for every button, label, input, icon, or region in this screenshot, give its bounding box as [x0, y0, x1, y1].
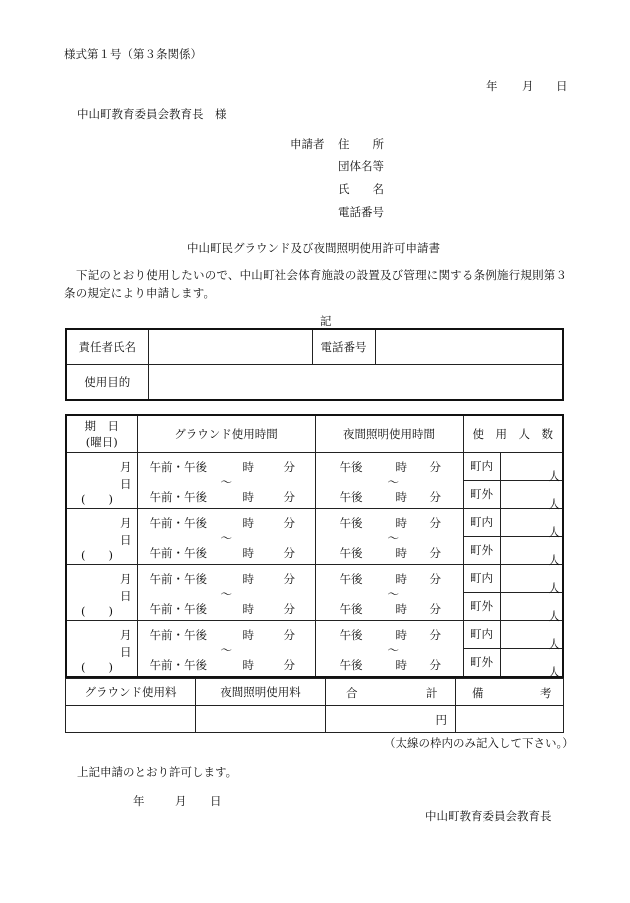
night-fee-field[interactable]	[196, 706, 326, 733]
start-hour: 時	[395, 571, 407, 586]
intro-paragraph: 下記のとおり使用したいので、中山町社会体育施設の設置及び管理に関する条例施行規則第３条の規定により申請します。	[64, 268, 568, 300]
total-field[interactable]	[326, 706, 456, 733]
remarks-label	[456, 679, 564, 706]
person-unit: 人	[548, 468, 560, 483]
person-unit: 人	[548, 664, 560, 679]
responsible-phone-label: 電話番号	[312, 329, 375, 365]
tilde: 〜	[387, 642, 399, 657]
end-minute: 分	[283, 545, 295, 560]
start-ampm: 午前・午後	[149, 459, 207, 474]
issuer: 中山町教育委員会教育長	[425, 809, 552, 823]
approval-day: 日	[210, 794, 222, 808]
night-time-cell[interactable]	[315, 508, 463, 564]
tilde: 〜	[387, 530, 399, 545]
ki-label: 記	[320, 314, 332, 328]
date-header-line2: (曜日)	[85, 434, 118, 449]
out-town-label: 町外	[463, 592, 500, 620]
start-minute: 分	[429, 571, 441, 586]
tilde: 〜	[220, 586, 232, 601]
person-unit: 人	[548, 552, 560, 567]
start-hour: 時	[395, 627, 407, 642]
end-hour: 時	[395, 657, 407, 672]
purpose-field[interactable]	[148, 365, 563, 401]
start-pm: 午後	[339, 571, 363, 586]
usage-date-cell[interactable]	[66, 452, 137, 508]
in-town-count[interactable]	[500, 508, 563, 539]
out-town-label: 町外	[463, 480, 500, 508]
day-label: 日	[120, 588, 132, 603]
tilde: 〜	[387, 586, 399, 601]
start-pm: 午後	[339, 459, 363, 474]
date-day: 日	[556, 79, 568, 93]
total-label	[326, 679, 456, 706]
end-hour: 時	[242, 545, 254, 560]
start-hour: 時	[242, 627, 254, 642]
day-label: 日	[120, 532, 132, 547]
end-hour: 時	[242, 657, 254, 672]
night-time-cell[interactable]	[315, 452, 463, 508]
ground-fee-field[interactable]	[66, 706, 196, 733]
end-ampm: 午前・午後	[149, 545, 207, 560]
end-minute: 分	[429, 601, 441, 616]
fill-note: （太線の枠内のみ記入して下さい。）	[384, 736, 574, 750]
weekday-label: ( )	[81, 659, 113, 674]
usage-date-cell[interactable]	[66, 508, 137, 564]
start-ampm: 午前・午後	[149, 627, 207, 642]
tilde: 〜	[387, 474, 399, 489]
weekday-label: ( )	[81, 603, 113, 618]
person-unit: 人	[548, 580, 560, 595]
night-time-cell[interactable]	[315, 620, 463, 677]
end-ampm: 午前・午後	[149, 489, 207, 504]
day-label: 日	[120, 644, 132, 659]
person-unit: 人	[548, 608, 560, 623]
end-hour: 時	[242, 489, 254, 504]
start-ampm: 午前・午後	[149, 571, 207, 586]
end-minute: 分	[429, 657, 441, 672]
night-fee-label: 夜間照明使用料	[196, 679, 326, 706]
start-ampm: 午前・午後	[149, 515, 207, 530]
weekday-label: ( )	[81, 547, 113, 562]
yen-unit: 円	[435, 713, 447, 727]
out-town-label: 町外	[463, 648, 500, 677]
in-town-count[interactable]	[500, 452, 563, 483]
end-hour: 時	[395, 601, 407, 616]
night-time-header: 夜間照明使用時間	[315, 415, 463, 452]
end-minute: 分	[283, 657, 295, 672]
end-hour: 時	[395, 545, 407, 560]
end-pm: 午後	[339, 657, 363, 672]
month-label: 月	[120, 459, 132, 474]
people-header: 使 用 人 数	[463, 415, 563, 452]
start-pm: 午後	[339, 515, 363, 530]
form-id: 様式第１号（第３条関係）	[64, 47, 202, 61]
weekday-label: ( )	[81, 491, 113, 506]
night-time-cell[interactable]	[315, 564, 463, 620]
month-label: 月	[120, 571, 132, 586]
person-unit: 人	[548, 636, 560, 651]
start-hour: 時	[242, 515, 254, 530]
end-ampm: 午前・午後	[149, 601, 207, 616]
approval-text: 上記申請のとおり許可します。	[77, 765, 238, 779]
purpose-label: 使用目的	[66, 365, 148, 401]
approval-year: 年	[133, 794, 145, 808]
ground-time-cell[interactable]	[137, 564, 315, 620]
responsible-name-field[interactable]	[148, 329, 312, 365]
in-town-count[interactable]	[500, 620, 563, 651]
end-minute: 分	[283, 601, 295, 616]
person-unit: 人	[548, 496, 560, 511]
date-year: 年	[486, 79, 498, 93]
date-month: 月	[522, 79, 534, 93]
applicant-name-label: 氏 名	[338, 182, 384, 196]
fee-table	[65, 678, 564, 733]
responsible-name-label: 責任者氏名	[66, 329, 148, 365]
usage-table	[65, 414, 564, 678]
start-minute: 分	[429, 459, 441, 474]
remarks-field[interactable]	[456, 706, 564, 733]
end-ampm: 午前・午後	[149, 657, 207, 672]
out-town-label: 町外	[463, 536, 500, 564]
start-minute: 分	[283, 627, 295, 642]
start-minute: 分	[283, 515, 295, 530]
usage-date-cell[interactable]	[66, 620, 137, 677]
out-town-count[interactable]	[500, 648, 563, 677]
end-hour: 時	[395, 489, 407, 504]
applicant-phone-label: 電話番号	[338, 205, 384, 219]
ground-time-cell[interactable]	[137, 620, 315, 677]
in-town-label: 町内	[463, 452, 500, 480]
start-minute: 分	[429, 627, 441, 642]
responsible-table	[65, 328, 564, 401]
in-town-count[interactable]	[500, 564, 563, 595]
in-town-label: 町内	[463, 508, 500, 536]
end-pm: 午後	[339, 601, 363, 616]
start-hour: 時	[242, 571, 254, 586]
tilde: 〜	[220, 530, 232, 545]
applicant-address-label: 住 所	[338, 137, 384, 151]
start-hour: 時	[242, 459, 254, 474]
end-minute: 分	[283, 489, 295, 504]
tilde: 〜	[220, 474, 232, 489]
total-label-left: 合	[346, 686, 358, 700]
ground-time-cell[interactable]	[137, 508, 315, 564]
start-minute: 分	[429, 515, 441, 530]
person-unit: 人	[548, 524, 560, 539]
out-town-count[interactable]	[500, 536, 563, 567]
remarks-label-right: 考	[540, 686, 552, 700]
tilde: 〜	[220, 642, 232, 657]
ground-fee-label: グラウンド使用料	[66, 679, 196, 706]
document-title: 中山町民グラウンド及び夜間照明使用許可申請書	[187, 241, 440, 255]
usage-date-cell[interactable]	[66, 564, 137, 620]
start-hour: 時	[395, 459, 407, 474]
start-pm: 午後	[339, 627, 363, 642]
applicant-label: 申請者	[290, 137, 325, 151]
end-pm: 午後	[339, 545, 363, 560]
in-town-label: 町内	[463, 564, 500, 592]
ground-time-header: グラウンド使用時間	[137, 415, 315, 452]
ground-time-cell[interactable]	[137, 452, 315, 508]
out-town-count[interactable]	[500, 480, 563, 511]
date-header	[66, 415, 137, 452]
end-pm: 午後	[339, 489, 363, 504]
end-minute: 分	[429, 545, 441, 560]
start-hour: 時	[395, 515, 407, 530]
start-minute: 分	[283, 459, 295, 474]
responsible-phone-field[interactable]	[375, 329, 563, 365]
start-minute: 分	[283, 571, 295, 586]
end-minute: 分	[429, 489, 441, 504]
in-town-label: 町内	[463, 620, 500, 648]
approval-month: 月	[175, 794, 187, 808]
applicant-organization-label: 団体名等	[338, 159, 384, 173]
remarks-label-left: 備	[472, 686, 484, 700]
out-town-count[interactable]	[500, 592, 563, 623]
month-label: 月	[120, 515, 132, 530]
month-label: 月	[120, 627, 132, 642]
day-label: 日	[120, 476, 132, 491]
addressee: 中山町教育委員会教育長 様	[77, 107, 227, 121]
end-hour: 時	[242, 601, 254, 616]
total-label-right: 計	[426, 686, 438, 700]
date-header-line1: 期 日	[84, 418, 119, 433]
